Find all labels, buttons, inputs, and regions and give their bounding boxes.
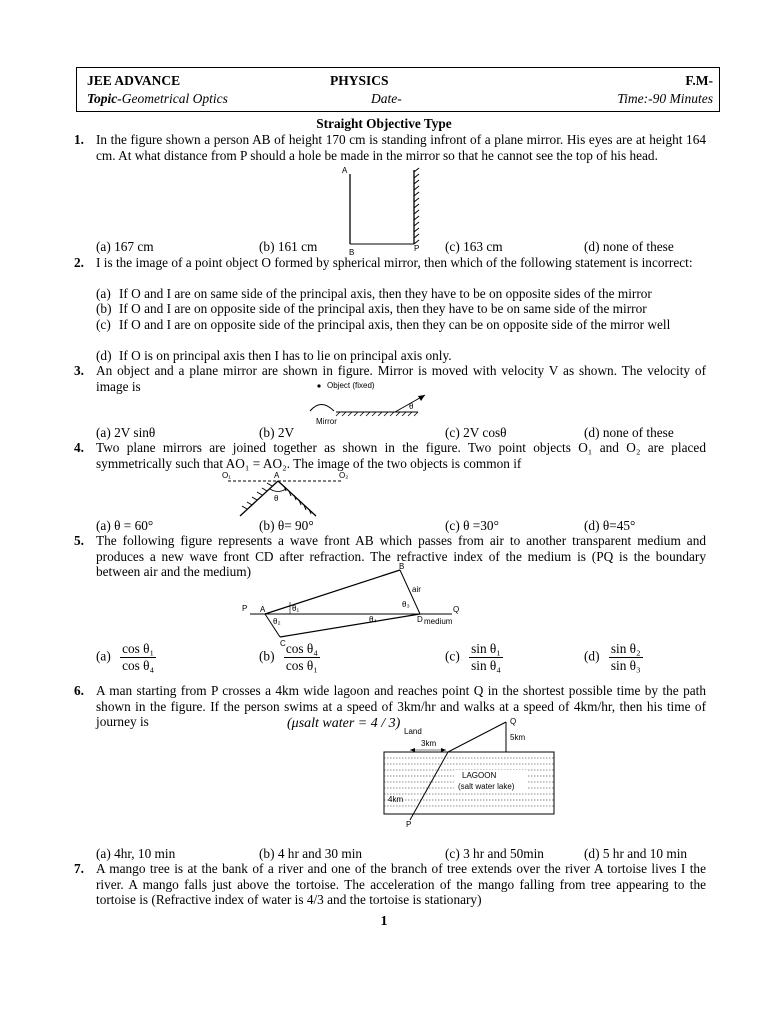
q1-label-a: A xyxy=(342,166,348,175)
q2-option-b-key[interactable]: (b) xyxy=(96,301,112,316)
q5-option-a-numerator: cos θ₁ xyxy=(122,641,155,656)
q5-option-c-numerator: sin θ₁ xyxy=(471,641,501,656)
q5-option-b[interactable] xyxy=(259,641,320,674)
q6-figure xyxy=(382,716,562,831)
q3-object-label: Object (fixed) xyxy=(327,381,375,390)
q2-option-c[interactable]: If O and I are on opposite side of the principal axis, then they can be on opposite side of the mirror well xyxy=(119,317,671,332)
q5-option-d-denominator: sin θ₃ xyxy=(610,658,641,673)
exam-name: JEE ADVANCE xyxy=(87,73,181,88)
q5-option-c-denominator: sin θ₄ xyxy=(471,658,501,673)
q2-option-d[interactable]: If O is on principal axis then I has to lie on principal axis only. xyxy=(119,348,452,363)
q6-label-q: Q xyxy=(510,717,517,726)
q5-label-p: P xyxy=(242,604,248,613)
q5-theta4: θ₄ xyxy=(369,615,377,624)
q5-option-d-key: (d) xyxy=(584,648,600,664)
topic: Geometrical Optics xyxy=(121,91,228,106)
q4-option-b[interactable]: (b) θ= 90° xyxy=(259,518,314,533)
q5-figure xyxy=(240,560,470,650)
q1-number: 1. xyxy=(74,132,84,147)
q4-option-c[interactable]: (c) θ =30° xyxy=(445,518,499,533)
q2-option-c-key[interactable]: (c) xyxy=(96,317,111,332)
q3-arc xyxy=(310,405,334,412)
q5-label-b: B xyxy=(399,562,405,571)
q1-option-d[interactable]: (d) none of these xyxy=(584,239,674,254)
topic-label: Topic- xyxy=(87,91,122,106)
q1-option-b[interactable]: (b) 161 cm xyxy=(259,239,318,254)
q5-theta1: θ₁ xyxy=(292,604,300,613)
q5-label-q: Q xyxy=(453,605,460,614)
q5-label-c: C xyxy=(280,639,286,648)
q5-label-d: D xyxy=(417,615,423,624)
q4-option-a[interactable]: (a) θ = 60° xyxy=(96,518,154,533)
q6-5km-label: 5km xyxy=(510,733,526,742)
q2-option-a[interactable]: If O and I are on same side of the principal axis, then they have to be on opposite sides of the mirror xyxy=(119,286,652,301)
full-marks: F.M- xyxy=(685,73,713,88)
header-box xyxy=(76,67,720,112)
q6-lagoon-label: LAGOON xyxy=(462,771,497,780)
page-number: 1 xyxy=(380,914,388,929)
q1-option-c[interactable]: (c) 163 cm xyxy=(445,239,503,254)
q6-4km-label: 4km xyxy=(388,795,404,804)
q7-text: A mango tree is at the bank of a river and one of the branch of tree extends over the river A tortoise lives I the river. A mango falls just above the tortoise. The acceleration of the mango falling from tree appearing to the tortoise is (Refractive index of water is 4/3 and the tortoise is stationary) xyxy=(96,861,706,907)
q2-option-b[interactable]: If O and I are on opposite side of the principal axis, then they have to be on same side of the mirror xyxy=(119,301,647,316)
q5-option-a[interactable] xyxy=(96,641,156,674)
q3-mirror-label: Mirror xyxy=(316,417,337,426)
q6-lake-label: (salt water lake) xyxy=(458,782,515,791)
q1-text: In the figure shown a person AB of height 170 cm is standing infront of a plane mirror. His eyes are at height 164 cm. At what distance from P should a hole be made in the mirror so that he cannot see the top of his head. xyxy=(96,132,706,163)
q3-option-a[interactable]: (a) 2V sinθ xyxy=(96,425,156,440)
q4-label-a: A xyxy=(274,471,280,480)
q5-option-c[interactable] xyxy=(445,641,503,674)
q1-option-a[interactable]: (a) 167 cm xyxy=(96,239,154,254)
subject: PHYSICS xyxy=(330,73,389,88)
q3-theta: θ xyxy=(409,402,414,411)
q2-text: I is the image of a point object O formed by spherical mirror, then which of the following statement is incorrect: xyxy=(96,255,693,270)
q5-option-d-numerator: sin θ₂ xyxy=(610,641,641,656)
q3-figure xyxy=(300,378,440,428)
q5-label-a: A xyxy=(260,605,266,614)
q1-figure xyxy=(340,164,440,259)
q6-option-b[interactable]: (b) 4 hr and 30 min xyxy=(259,846,363,861)
q6-option-c[interactable]: (c) 3 hr and 50min xyxy=(445,846,544,861)
q3-option-b[interactable]: (b) 2V xyxy=(259,425,295,440)
q1-label-b: B xyxy=(349,248,355,257)
q5-option-d[interactable] xyxy=(584,641,643,674)
q6-label-p: P xyxy=(406,820,412,829)
q5-option-a-denominator: cos θ₄ xyxy=(122,658,155,673)
q4-label-o1: O₁ xyxy=(222,471,231,480)
q3-object-dot xyxy=(317,384,320,387)
q3-option-c[interactable]: (c) 2V cosθ xyxy=(445,425,507,440)
q1-label-p: P xyxy=(414,244,420,253)
q5-theta2: θ₂ xyxy=(273,617,281,626)
q6-3km-label: 3km xyxy=(421,739,437,748)
q5-text: The following figure represents a wave front AB which passes from air to another transparent medium and produces a new wave front CD after refraction. The refractive index of the medium is (PQ is the boundary between air and the medium) xyxy=(96,533,706,579)
q2-number: 2. xyxy=(74,255,84,270)
q5-option-c-key: (c) xyxy=(445,648,460,664)
q7-number: 7. xyxy=(74,861,84,876)
q4-number: 4. xyxy=(74,440,84,455)
q5-label-air: air xyxy=(412,585,421,594)
q4-label-o2: O₂ xyxy=(339,471,349,480)
q4-theta: θ xyxy=(274,494,279,503)
q3-number: 3. xyxy=(74,363,84,378)
q6-number: 6. xyxy=(74,683,84,698)
q6-option-d[interactable]: (d) 5 hr and 10 min xyxy=(584,846,688,861)
q2-option-d-key[interactable]: (d) xyxy=(96,348,112,363)
date-label: Date- xyxy=(371,91,402,106)
q2-option-a-key[interactable]: (a) xyxy=(96,286,111,301)
q5-option-b-key: (b) xyxy=(259,648,275,664)
q4-option-d[interactable]: (d) θ=45° xyxy=(584,518,636,533)
q6-formula: (μsalt water = 4 / 3) xyxy=(287,716,401,731)
q4-figure xyxy=(222,470,352,520)
q5-label-medium: medium xyxy=(424,617,453,626)
q6-option-a[interactable]: (a) 4hr, 10 min xyxy=(96,846,176,861)
q5-option-b-numerator: cos θ₄ xyxy=(285,641,318,656)
section-title: Straight Objective Type xyxy=(316,116,452,131)
q5-option-a-key: (a) xyxy=(96,648,111,664)
q6-land-label: Land xyxy=(404,727,422,736)
q5-option-b-denominator: cos θ₁ xyxy=(285,658,318,673)
q5-theta3: θ₃ xyxy=(402,600,410,609)
q5-number: 5. xyxy=(74,533,84,548)
q6-text: A man starting from P crosses a 4km wide lagoon and reaches point Q in the shortest possible time by the path shown in the figure. If the person swims at a speed of 3km/hr and walks at a speed of 4km/hr, then his time of journey is xyxy=(96,683,706,729)
q3-text: An object and a plane mirror are shown in figure. Mirror is moved with velocity V as shown. The velocity of image is xyxy=(96,363,706,394)
time-limit: Time:-90 Minutes xyxy=(617,91,713,106)
q3-option-d[interactable]: (d) none of these xyxy=(584,425,674,440)
q4-text: Two plane mirrors are joined together as shown in the figure. Two point objects O₁ and O₂ are placed symmetrically such that AO₁ = AO₂. The image of the two objects is common if xyxy=(96,440,706,471)
